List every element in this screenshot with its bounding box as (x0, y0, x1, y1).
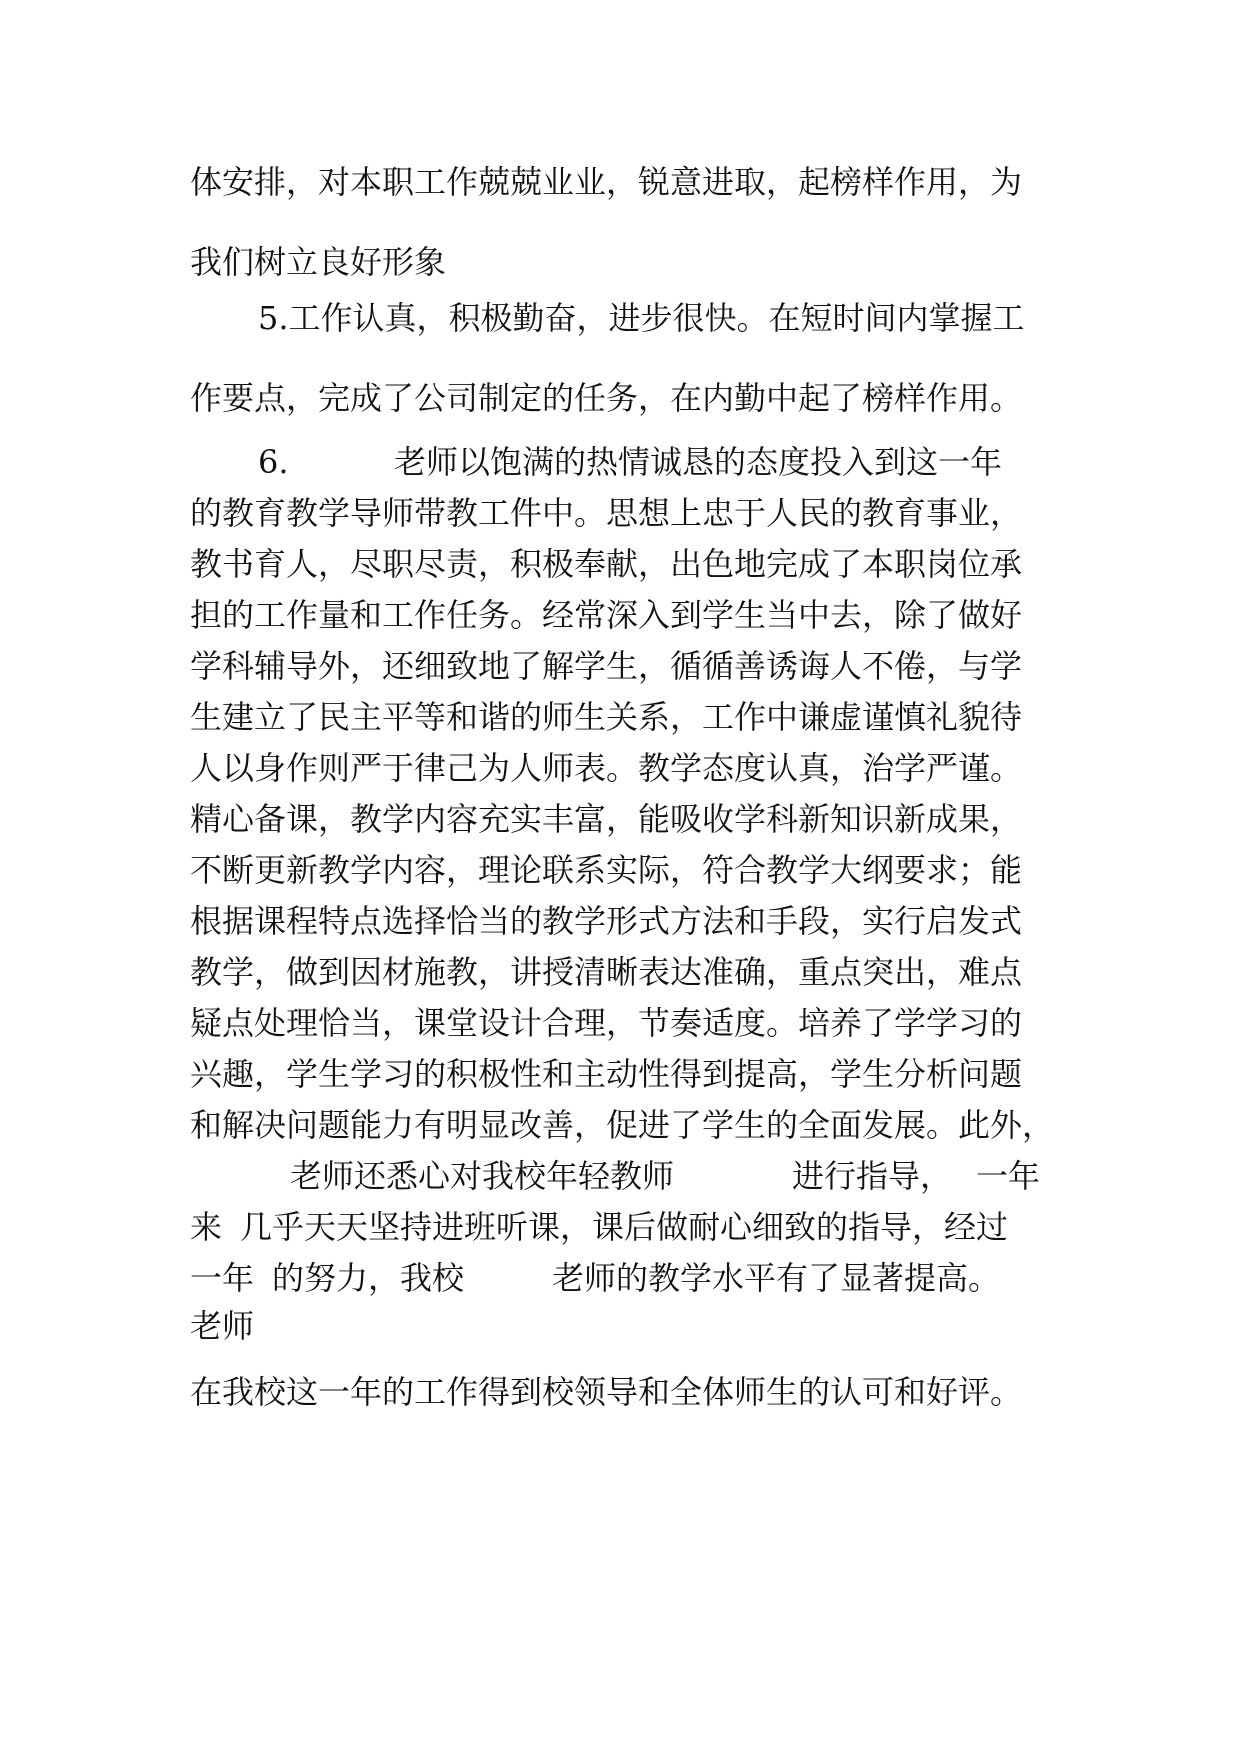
text-line-19c: 一年 (976, 1157, 1041, 1195)
text-line-22: 老师 (190, 1307, 255, 1345)
text-line-19a: 老师还悉心对我校年轻教师 (290, 1157, 675, 1195)
text-line-21b: 的努力，我校 (272, 1259, 465, 1297)
text-line-9: 学科辅导外，还细致地了解学生，循循善诱诲人不倦，与学 (190, 647, 1023, 685)
text-line-11: 人以身作则严于律己为人师表。教学态度认真，治学严谨。 (190, 749, 1023, 787)
text-line-10: 生建立了民主平等和谐的师生关系，工作中谦虚谨慎礼貌待 (190, 698, 1023, 736)
text-line-14: 根据课程特点选择恰当的教学形式方法和手段，实行启发式 (190, 902, 1023, 940)
text-line-21c: 老师的教学水平有了显著提高。 (552, 1259, 1001, 1297)
text-line-21a: 一年 (190, 1259, 255, 1297)
text-line-20a: 来 (190, 1208, 223, 1246)
text-line-6: 的教育教学导师带教工件中。思想上忠于人民的教育事业， (190, 494, 1023, 532)
item-6-number: 6. (258, 443, 289, 481)
text-line-8: 担的工作量和工作任务。经常深入到学生当中去，除了做好 (190, 596, 1023, 634)
text-line-15: 教学，做到因材施教，讲授清晰表达准确，重点突出，难点 (190, 953, 1023, 991)
text-line-2: 我们树立良好形象 (190, 243, 447, 281)
text-line-1: 体安排，对本职工作兢兢业业，锐意进取，起榜样作用，为 (190, 163, 1023, 201)
text-line-19b: 进行指导， (792, 1157, 953, 1195)
text-line-3-item-5: 5.工作认真，积极勤奋，进步很快。在短时间内掌握工 (258, 299, 1025, 337)
text-line-16: 疑点处理恰当，课堂设计合理，节奏适度。培养了学学习的 (190, 1004, 1023, 1042)
text-line-17: 兴趣，学生学习的积极性和主动性得到提高，学生分析问题 (190, 1055, 1023, 1093)
text-line-23: 在我校这一年的工作得到校领导和全体师生的认可和好评。 (190, 1373, 1023, 1411)
text-line-13: 不断更新教学内容，理论联系实际，符合教学大纲要求；能 (190, 851, 1023, 889)
text-line-7: 教书育人，尽职尽责，积极奉献，出色地完成了本职岗位承 (190, 545, 1023, 583)
text-line-5: 老师以饱满的热情诚恳的态度投入到这一年 (394, 443, 1003, 481)
text-line-12: 精心备课，教学内容充实丰富，能吸收学科新知识新成果， (190, 800, 1023, 838)
text-line-4: 作要点，完成了公司制定的任务，在内勤中起了榜样作用。 (190, 379, 1023, 417)
text-line-18: 和解决问题能力有明显改善，促进了学生的全面发展。此外， (190, 1106, 1055, 1144)
text-line-20b: 几乎天天坚持进班听课，课后做耐心细致的指导，经过 (240, 1208, 1009, 1246)
